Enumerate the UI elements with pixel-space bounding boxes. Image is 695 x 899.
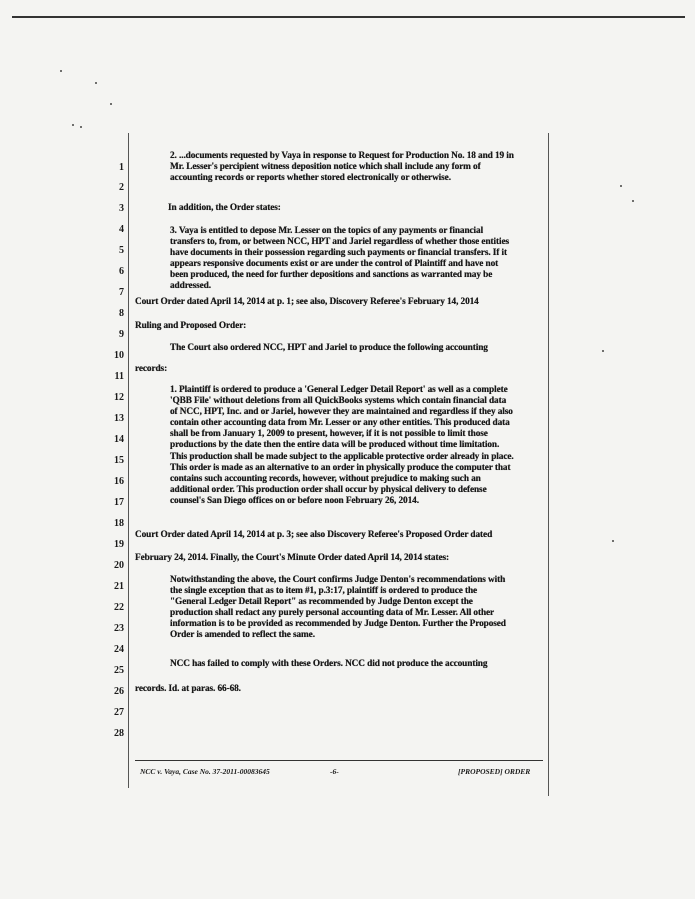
line-number: 4 [119,224,124,235]
minute-order-quote-text: Notwithstanding the above, the Court confirms Judge Denton's recommendations with the single exception that as to item #1, p.3:17, plaintiff is ordered to produce the "General Ledger Detail Report" as recommended by Judge Denton except the production shall redact any purely personal accounting data of Mr. Lesser. All other information is to be provided as recommended by Judge Denton. Further the Proposed Order is amended to reflect the same. [170,575,506,641]
quoted-item-1-text: 1. Plaintiff is ordered to produce a 'General Ledger Detail Report' as well as a complete 'QBB File' without deletions from all QuickBooks systems which contain financial data of NCC, HPT, Inc. and or Jariel, however they are maintained and regardless if they also contain other accounting data from Mr. Lesser or any other entities. This produced data shall be from January 1, 2009 to present, however, if it is not possible to limit those productions by the date then the entire data will be produced without time limitation. This production shall be made subject to the applicable protective order already in place. This order is made as an alternative to an order in physically produce the computer that contains such accounting records, however, without prejudice to making such an additional order. This production order shall occur by physical delivery to defense counsel's San Diego offices on or before noon February 26, 2014. [170,385,514,506]
court-also-text: The Court also ordered NCC, HPT and Jariel to produce the following accounting [170,343,488,353]
scan-speck [612,540,614,542]
line-number: 19 [114,539,124,550]
line-number: 21 [114,581,124,592]
line-number: 8 [119,308,124,319]
records-cite-text: records. Id. at paras. 66-68. [135,684,241,694]
citation-line-2a [135,530,527,541]
line-number: 10 [114,350,124,361]
line-number: 6 [119,266,124,277]
quoted-item-3-text: 3. Vaya is entitled to depose Mr. Lesser on the topics of any payments or financial transfers to, from, or between NCC, HPT and Jariel regardless of whether those entities have documents in their possession regarding such payments or financial transfers. If it appears responsive documents exist or are under the control of Plaintiff and have not been produced, the need for further depositions and sanctions as warranted may be addressed. [170,226,510,292]
line-number: 11 [114,371,124,382]
line-number: 16 [114,476,124,487]
scan-speck [80,126,82,128]
quoted-item-2 [170,151,515,184]
records-text: records: [135,364,168,374]
ruling-heading [135,321,527,332]
line-number: 22 [114,602,124,613]
line-number: 1 [119,162,124,173]
line-number: 3 [119,203,124,214]
footer-caption: NCC v. Vaya, Case No. 37-2011-00083645 [140,767,270,776]
citation-2a-text: Court Order dated April 14, 2014 at p. 3; see also Discovery Referee's Proposed Order dated [135,530,493,540]
line-number: 27 [114,707,124,718]
in-addition-line [168,203,560,214]
failed-to-comply-text: NCC has failed to comply with these Orders. NCC did not produce the accounting [170,659,488,669]
scan-speck [632,200,634,202]
line-number: 2 [119,182,124,193]
line-number: 17 [114,497,124,508]
scan-speck [60,70,62,72]
citation-2b-text: February 24, 2014. Finally, the Court's Minute Order dated April 14, 2014 states: [135,553,450,563]
left-margin-rule [128,133,129,788]
line-number: 13 [114,413,124,424]
scan-speck [110,103,112,105]
ruling-heading-text: Ruling and Proposed Order: [135,321,247,331]
scan-speck [620,185,622,187]
failed-to-comply-line [170,659,562,670]
scan-speck [95,82,97,84]
scan-speck [72,124,74,126]
records-cite-line [135,684,527,695]
quoted-item-3 [170,226,515,293]
line-number: 24 [114,644,124,655]
line-number: 5 [119,245,124,256]
footer-title: [PROPOSED] ORDER [458,767,531,776]
records-line [135,364,527,375]
quoted-item-2-text: 2. ...documents requested by Vaya in response to Request for Production No. 18 and 19 in Mr. Lesser's percipient witness deposition notice which shall include any form of accounting records or reports whether stored electronically or otherwise. [170,151,514,184]
line-number: 9 [119,329,124,340]
line-number: 20 [114,560,124,571]
line-number: 12 [114,392,124,403]
quoted-item-1 [170,385,515,507]
line-number: 23 [114,623,124,634]
top-border-rule [12,16,685,18]
citation-line-1 [135,297,527,308]
court-also-line [170,343,562,354]
scan-speck [602,350,604,352]
line-number: 14 [114,434,124,445]
line-number: 26 [114,686,124,697]
in-addition-text: In addition, the Order states: [168,203,281,213]
line-number: 25 [114,665,124,676]
right-margin-rule [548,133,549,796]
footer-rule [135,760,543,761]
line-number: 18 [114,518,124,529]
line-number: 28 [114,728,124,739]
line-number: 7 [119,287,124,298]
line-number: 15 [114,455,124,466]
citation-1-text: Court Order dated April 14, 2014 at p. 1; see also, Discovery Referee's February 14, 2014 [135,297,479,307]
citation-line-2b [135,553,527,564]
minute-order-quote [170,575,515,642]
footer-page-number: -6- [330,767,339,776]
